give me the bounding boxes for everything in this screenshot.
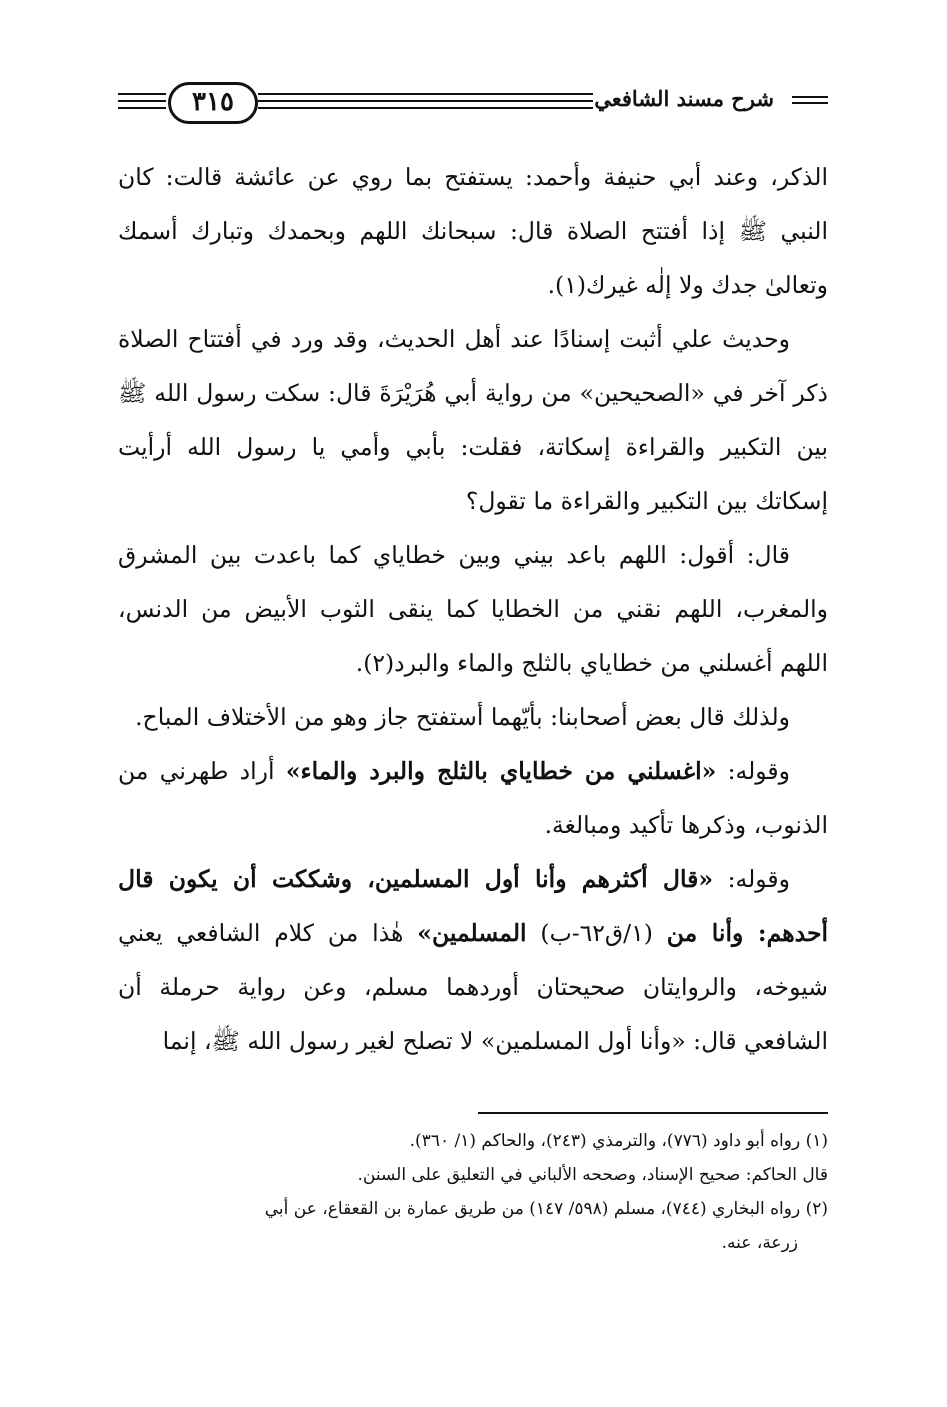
paragraph: وحديث علي أثبت إسنادًا عند أهل الحديث، وقد ورد في أفتتاح الصلاة ذكر آخر في «الصحيحين» من رواية أبي هُرَيْرَةَ قال: سكت رسول الله ﷺ بين التكبير والقراءة إسكاتة، فقلت: بأبي وأمي يا رسول الله أرأيت إسكاتك بين التكبير والقراءة ما تقول؟ xyxy=(118,325,828,515)
paragraph: الذكر، وعند أبي حنيفة وأحمد: يستفتح بما روي عن عائشة قالت: كان النبي ﷺ إذا أفتتح الصلاة قال: سبحانك اللهم وبحمدك وتبارك أسمك وتعالىٰ جدك ولا إلٰه غيرك(١). xyxy=(118,163,828,299)
footnote: قال الحاكم: صحيح الإسناد، وصححه الألباني في التعليق على السنن. xyxy=(357,1165,828,1185)
page-number: ٣١٥ xyxy=(168,82,258,124)
page-header xyxy=(118,80,828,126)
quoted-text: «قال أكثرهم وأنا أول المسلمين، وشككت أن يكون قال أحدهم: وأنا من xyxy=(118,865,828,947)
footnote-divider xyxy=(478,1112,828,1114)
main-text xyxy=(118,150,828,1068)
quoted-text-end: المسلمين» xyxy=(417,919,527,947)
paragraph xyxy=(118,852,828,1068)
header-ornament-right xyxy=(792,96,828,108)
paragraph xyxy=(118,744,828,852)
header-ornament-left xyxy=(118,93,166,114)
manuscript-ref: (١/ق٦٢-ب) xyxy=(526,919,667,947)
paragraph-rest: أراد طهرني من الذنوب، وذكرها تأكيد ومبالغة. xyxy=(118,757,828,839)
footnote: (٢) رواه البخاري (٧٤٤)، مسلم (٥٩٨/ ١٤٧) من طريق عمارة بن القعقاع، عن أبي xyxy=(264,1199,828,1219)
paragraph-rest: هٰذا من كلام الشافعي يعني شيوخه، والروايتان صحيحتان أوردهما مسلم، وعن رواية حرملة أن الشافعي قال: «وأنا أول المسلمين» لا تصلح لغير رسول الله ﷺ، إنما xyxy=(118,919,828,1055)
footnote-continuation: زرعة، عنه. xyxy=(721,1233,798,1253)
paragraph-lead: وقوله: xyxy=(713,865,791,893)
paragraph-lead: وقوله: xyxy=(716,757,791,785)
quoted-text: «اغسلني من خطاياي بالثلج والبرد والماء» xyxy=(285,757,717,785)
footnotes xyxy=(118,1124,828,1260)
footnote: (١) رواه أبو داود (٧٧٦)، والترمذي (٢٤٣)، والحاكم (١/ ٣٦٠). xyxy=(409,1131,828,1151)
paragraph: ولذلك قال بعض أصحابنا: بأيّهما أستفتح جاز وهو من الأختلاف المباح. xyxy=(135,703,790,731)
paragraph: قال: أقول: اللهم باعد بيني وبين خطاياي كما باعدت بين المشرق والمغرب، اللهم نقني من الخطايا كما ينقى الثوب الأبيض من الدنس، اللهم أغسلني من خطاياي بالثلج والماء والبرد(٢). xyxy=(118,541,828,677)
header-rule xyxy=(258,93,593,114)
running-title: شرح مسند الشافعي xyxy=(584,86,784,111)
